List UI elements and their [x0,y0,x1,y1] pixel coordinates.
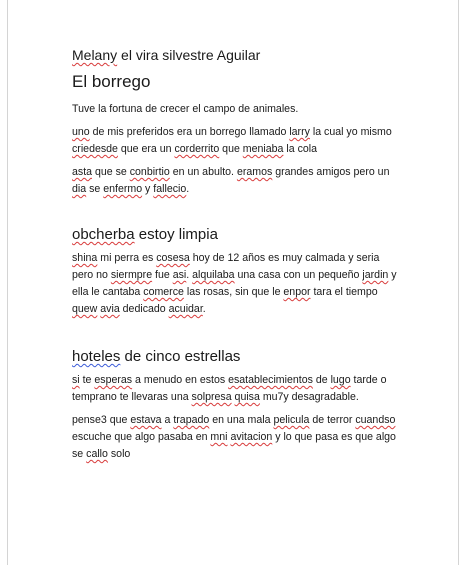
text-run: y [142,183,154,195]
misspelled-word: si [72,374,80,386]
misspelled-word: solpresa [191,391,232,403]
text-run: estoy limpia [134,226,218,243]
misspelled-word: siermpre [110,269,153,281]
paragraph [72,372,402,406]
text-run: de cinco estrellas [120,348,241,365]
misspelled-word: quisa [234,391,260,403]
text-run: hoy de 12 años es muy calmada y seria pero no [72,252,380,281]
document-title: El borrego [72,72,151,91]
text-run: que [219,143,243,155]
misspelled-word: quew [72,303,98,315]
misspelled-word: corderrito [174,143,220,155]
misspelled-word: callo [86,448,108,460]
misspelled-word: dia [72,183,87,195]
misspelled-word: lugo [330,374,351,386]
text-run: de [312,374,331,386]
misspelled-word: uno [72,126,90,138]
section-heading [72,224,402,246]
misspelled-word: meniaba [242,143,284,155]
misspelled-word: cuandso [355,414,396,426]
misspelled-word: comerce [143,286,184,298]
text-run: . [202,303,206,315]
section-heading [72,346,402,368]
text-run: y ella le cantaba [72,269,397,298]
misspelled-word: acuidar [168,303,203,315]
text-run: mu7y desagradable. [259,391,359,403]
misspelled-word: enpor [283,286,311,298]
text-run: y lo que pasa es que algo se [72,431,396,460]
document-body[interactable] [72,45,402,469]
text-run: . [186,269,193,281]
misspelled-word: fallecio [153,183,187,195]
paragraph [72,164,402,198]
paragraph [72,250,402,318]
misspelled-word: shina [72,252,98,264]
misspelled-word: asta [72,166,93,178]
misspelled-word: criedesde [72,143,118,155]
paragraph [72,412,402,463]
misspelled-word: estava [130,414,162,426]
section-obcherba [72,224,402,318]
misspelled-word: conbirtio [129,166,170,178]
text-run: en una mala [209,414,274,426]
grammar-flagged-word: hoteles [72,348,121,365]
misspelled-word: mni [210,431,228,443]
misspelled-word: larry [289,126,310,138]
section-hoteles [72,346,402,463]
misspelled-word: alquilaba [192,269,235,281]
section-el-borrego [72,101,402,198]
text-run: la cual yo mismo [309,126,392,138]
misspelled-word: cosesa [156,252,190,264]
text-run: pense3 que [72,414,131,426]
text-run: a menudo en estos [132,374,229,386]
misspelled-word: trapado [173,414,210,426]
page-left-edge [7,0,8,565]
text-run: se [86,183,104,195]
text-run: las rosas, sin que le [183,286,284,298]
text-run: a [161,414,174,426]
paragraph [72,124,402,158]
paragraph [72,101,402,118]
text-run: tara el tiempo [310,286,378,298]
text-run: Tuve la fortuna de crecer el campo de animales. [72,103,299,115]
text-run: te [79,374,95,386]
misspelled-word: asi [172,269,187,281]
text-run: mi perra es [97,252,157,264]
text-run: de mis preferidos era un borrego llamado [89,126,290,138]
misspelled-word: jardin [362,269,389,281]
misspelled-word: esperas [94,374,133,386]
text-run: . [186,183,190,195]
misspelled-word: avitacion [230,431,273,443]
misspelled-word: esatablecimientos [228,374,313,386]
text-run: solo [107,448,131,460]
text-run: tarde o temprano te llevaras una [72,374,387,403]
misspelled-word: avia [100,303,120,315]
misspelled-word: Melany [72,47,118,63]
page-right-edge [458,0,459,565]
misspelled-word: obcherba [72,226,135,243]
misspelled-word: eramos [236,166,273,178]
text-run: fue [152,269,173,281]
misspelled-word: pelicula [273,414,310,426]
text-run: escuche que algo pasaba en [72,431,211,443]
text-run: de terror [309,414,356,426]
text-run: el vira silvestre Aguilar [117,47,261,63]
text-run: en un abulto. [169,166,237,178]
author-line [72,45,402,65]
misspelled-word: enfermo [103,183,143,195]
text-run: grandes amigos pero un [272,166,390,178]
text-run: una casa con un pequeño [234,269,363,281]
text-run: la cola [283,143,318,155]
text-run: que se [92,166,130,178]
text-run: dedicado [119,303,169,315]
text-run: que era un [117,143,175,155]
